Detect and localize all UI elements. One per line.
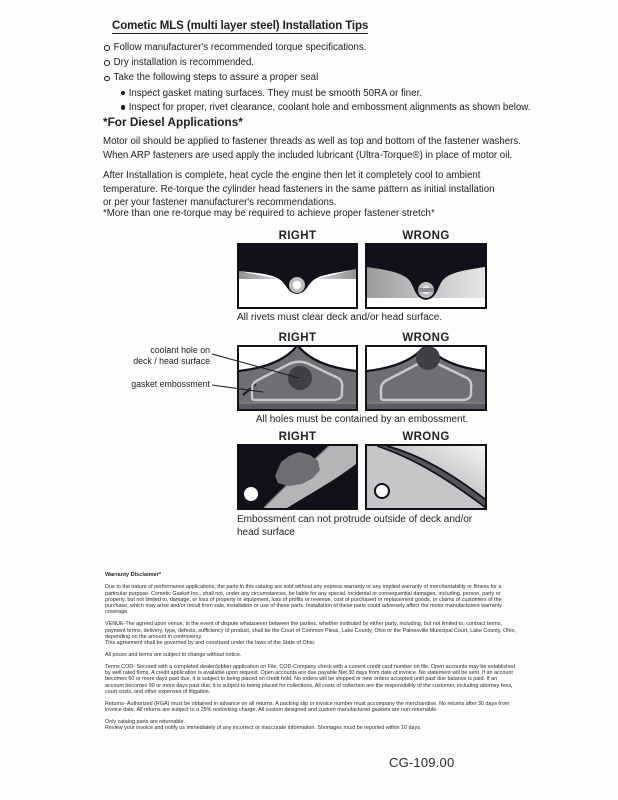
coolant-hole <box>416 346 440 370</box>
warranty-paragraph: VENUE-The agreed upon venue, in the event of dispute whatsoever between the parties, whether instituted by either party, including, but not limited to, contract terms, payment terms, delivery, type, defects, sufficiency of product, shall be the Court of Common Pleas, Lake County, Ohio or the Painesville Municipal Court, Lake County, Ohio, depending on the amount in controversy. <box>105 621 516 640</box>
circle-bullet-icon <box>104 45 110 51</box>
paragraph-line: temperature. Re-torque the cylinder head fasteners in the same pattern as initial installation <box>103 183 495 195</box>
figure3-right-diagram <box>237 444 358 510</box>
figure2-right-label: RIGHT <box>278 332 317 344</box>
figure2-wrong-diagram <box>365 345 487 411</box>
doc-code: CG-109.00 <box>389 755 455 770</box>
tip-item <box>104 57 530 72</box>
figure2-right-diagram <box>237 345 358 411</box>
dot-bullet-icon <box>121 105 125 109</box>
annotation-coolant-hole: coolant hole on deck / head surface <box>133 345 210 366</box>
diesel-paragraph <box>103 135 521 162</box>
warranty-paragraph: Returns- Authorized (RGA) must be obtained in advance on all returns. A packing slip or invoice number must accompany the merchandise. No returns after 30 days from invoice date. All returns are subject to a 25% restocking charge. All custom designed and custom manufactured gaskets are non-returnable. <box>105 700 510 714</box>
figure2-wrong-label: WRONG <box>402 332 450 344</box>
annotation-gasket-embossment: gasket embossment <box>131 379 210 389</box>
figure3-caption: Embossment can not protrude outside of deck and/or head surface <box>237 514 473 538</box>
paragraph-line: After Installation is complete, heat cycle the engine then let it completely cool to ambient <box>103 170 481 181</box>
tip-text: Follow manufacturer's recommended torque specifications. <box>113 42 367 53</box>
figure1-caption: All rivets must clear deck and/or head surface. <box>237 312 443 323</box>
tip-sub-item <box>121 88 530 103</box>
warranty-paragraph: Only catalog parts are returnable. <box>105 718 186 725</box>
tip-item <box>104 72 530 87</box>
figure3-wrong-label: WRONG <box>402 431 450 443</box>
installation-tips-list <box>104 42 530 117</box>
bolt-hole <box>375 484 389 498</box>
figure3-wrong-diagram <box>365 444 487 510</box>
warranty-paragraph: All prices and terms are subject to change without notice. <box>105 651 242 658</box>
paragraph-line: Motor oil should be applied to fastener threads as well as top and bottom of the fastener washers. <box>103 136 521 147</box>
paragraph-line: When ARP fasteners are used apply the included lubricant (Ultra-Torque®) in place of motor oil. <box>103 149 513 161</box>
tip-text: Take the following steps to assure a proper seal <box>113 72 319 84</box>
figure1-wrong-label: WRONG <box>402 230 450 242</box>
warranty-paragraph: Review your invoice and notify us immediately of any incorrect or inaccurate information. Shortages must be reported within 10 days. <box>105 725 422 732</box>
figure1-wrong-diagram <box>365 243 487 309</box>
figure2-caption: All holes must be contained by an embossment. <box>255 414 469 425</box>
figure1-right-label: RIGHT <box>278 230 317 242</box>
diesel-section-heading: *For Diesel Applications* <box>103 115 243 129</box>
tip-text: Dry installation is recommended. <box>113 57 255 69</box>
warranty-paragraph: Terms COD- Secured with a completed dealer/jobber application on File, COD-Company check with a current credit card number on file. Open accounts may be established by well rated firms. A credit application is available upon request. Open accounts are due payable Net 30 days from date of invoice. No statement will be sent. If an account becomes 60 or more days past due, it is subject to being placed on credit hold. No orders will be shipped or new orders accepted until past due balance is paid. If an account becomes 90 or more days past due, it is subject to being placed for collections. All costs of collection are the responsibility of the customer, including attorney fees, court costs, and other expenses of litigation. <box>105 663 516 695</box>
retorque-note <box>103 207 435 221</box>
paragraph-line: or per your fastener manufacturer's recommendations. <box>103 197 337 209</box>
circle-bullet-icon <box>104 60 110 66</box>
bolt-hole <box>244 487 258 501</box>
figure3-right-label: RIGHT <box>278 431 317 443</box>
coolant-hole <box>288 366 312 390</box>
warranty-paragraph: Due to the nature of performance applications, the parts in this catalog are sold without any express warranty or any implied warranty of merchantability or fitness for a particular purpose. Cometic Gasket Inc., shall not, under any circumstances, be liable for any special, incidental or consequential damages, including, person, party or property, but not limited to, damage, or loss of property or equipment, loss of profits or revenue, cost of purchased or replacement goods, or claims of customers of the purchase, which may arise and/or result from sale, installation or use of these parts. Installation of these parts could adversely affect the motor manufacturers warranty coverage. <box>105 584 502 616</box>
warranty-paragraph: This agreement shall be governed by and construed under the laws of the State of Ohio. <box>105 640 316 647</box>
dot-bullet-icon <box>121 91 125 95</box>
figure1-right-diagram <box>237 243 358 309</box>
tip-text: Inspect gasket mating surfaces. They must be smooth 50RA or finer. <box>128 87 422 99</box>
diesel-paragraph <box>103 169 494 210</box>
paragraph-line: *More than one re-torque may be required to achieve proper fastener stretch* <box>103 208 435 219</box>
circle-bullet-icon <box>104 76 110 82</box>
tip-text: Inspect for proper, rivet clearance, coolant hole and embossment alignments as shown below. <box>128 102 531 114</box>
tip-item <box>104 42 530 57</box>
warranty-disclaimer <box>105 572 517 737</box>
deck-edge-over-rivet <box>418 288 434 292</box>
warranty-heading: Warranty Disclaimer* <box>105 572 162 578</box>
page-title: Cometic MLS (multi layer steel) Installation Tips <box>112 20 369 32</box>
